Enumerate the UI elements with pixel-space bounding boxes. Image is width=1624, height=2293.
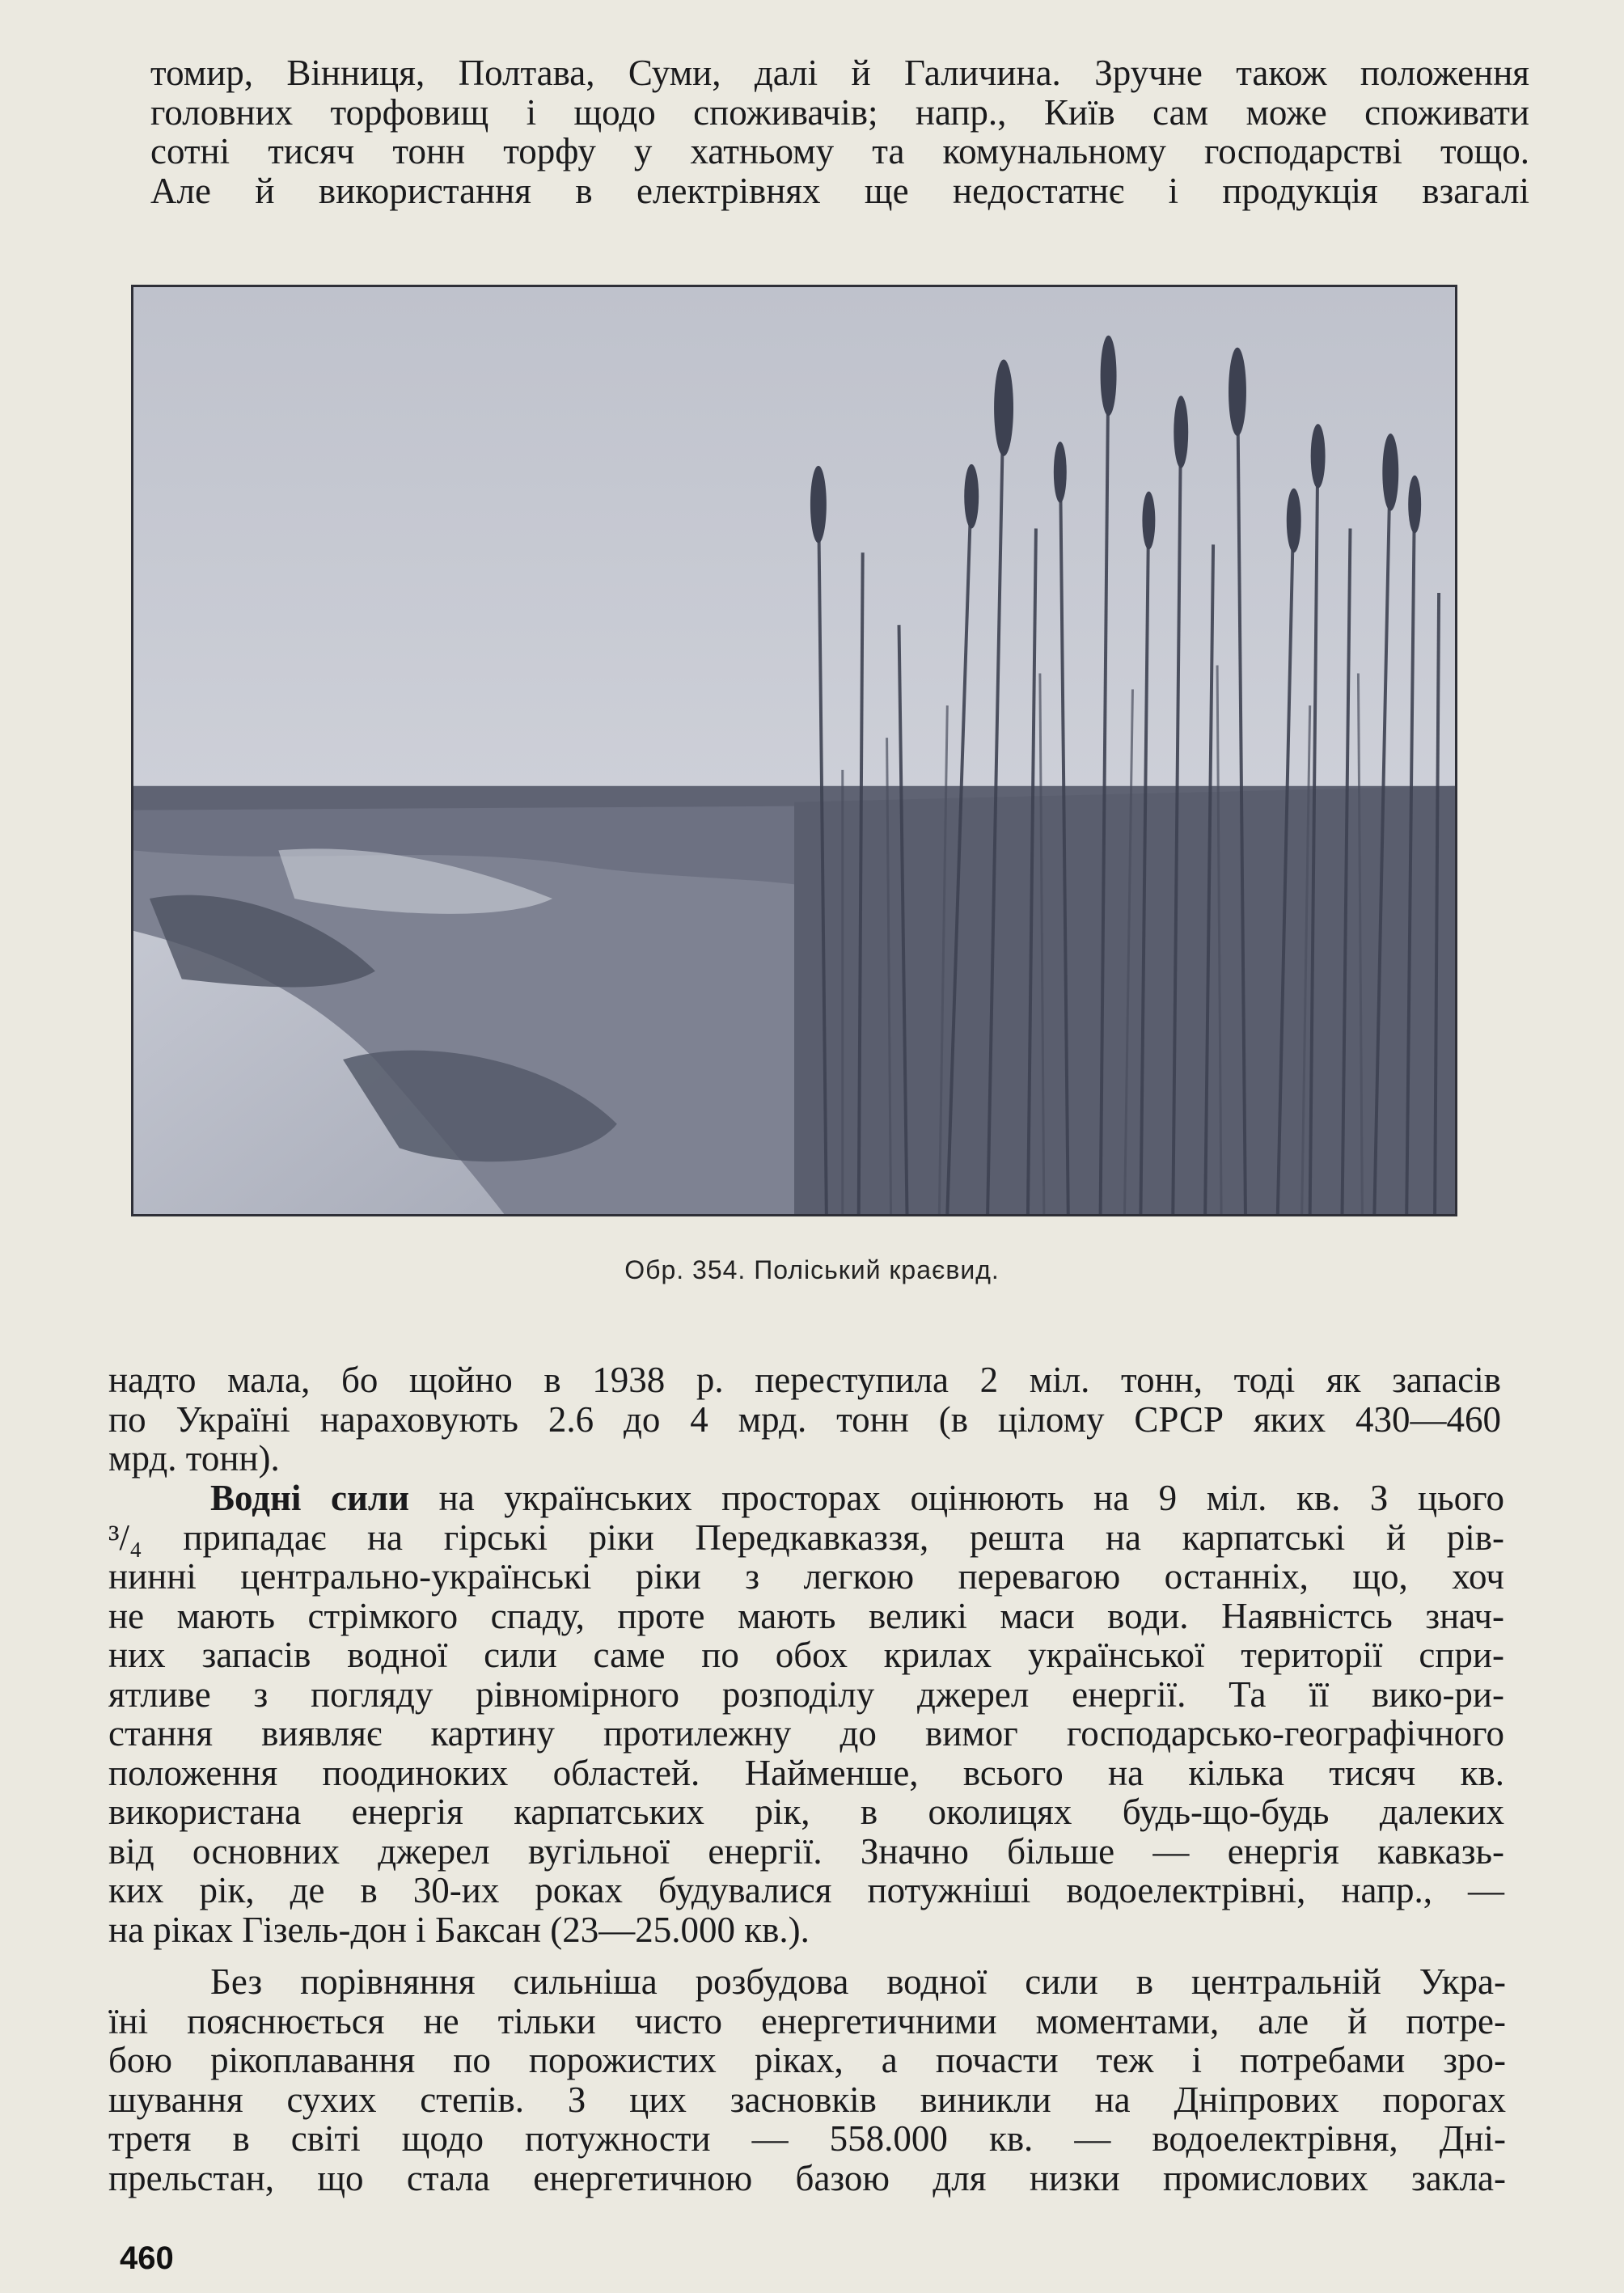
text-line: на ріках Гізель-дон і Баксан (23—25.000 кв.).: [108, 1909, 810, 1950]
text-line: використана енергія карпатських рік, в околицях будь-що-будь далеких: [108, 1792, 1504, 1832]
text-line: ятливе з погляду рівномірного розподілу джерел енергії. Та її вико-ри-: [108, 1673, 1504, 1715]
water-power-paragraph: [108, 1479, 1504, 1949]
page-number: 460: [120, 2240, 174, 2276]
text-line: шування сухих степів. З цих засновків виникли на Дніпрових порогах: [108, 2079, 1506, 2120]
text-line: від основних джерел вугільної енергії. Значно більше — енергія кавказь-: [108, 1830, 1504, 1872]
text-line: головних торфовищ і щодо споживачів; напр., Київ сам може споживати: [150, 91, 1529, 133]
text-line-rest: на українських просторах оцінюють на 9 міл. кв. З цього: [409, 1478, 1504, 1518]
text-line: не мають стрімкого спаду, проте мають великі маси води. Наявністсь знач-: [108, 1595, 1504, 1636]
text-line: положення поодиноких областей. Найменше, всього на кілька тисяч кв.: [108, 1752, 1504, 1793]
text-line: третя в світі щодо потужности — 558.000 кв. — водоелектрівня, Дні-: [108, 2118, 1506, 2159]
text-line: по Україні нараховують 2.6 до 4 мрд. тонн (в цілому СРСР яких 430—460: [108, 1398, 1501, 1440]
text-line: нинні центрально-українські ріки з легкою перевагою останніх, що, хоч: [108, 1556, 1504, 1597]
text-line: них запасів водної сили саме по обох крилах української території спри-: [108, 1635, 1504, 1675]
text-line: стання виявляє картину протилежну до вимог господарсько-географічного: [108, 1713, 1504, 1754]
text-line: їні пояснюється не тільки чисто енергетичними моментами, але й потре-: [108, 2000, 1506, 2041]
text-line: мрд. тонн).: [108, 1438, 280, 1479]
reed-marsh-illustration: [133, 287, 1455, 1214]
text-line: [108, 1479, 1504, 1518]
continued-paragraph: [108, 1360, 1501, 1479]
text-line: ³/₄ припадає на гірські ріки Передкавказзя, решта на карпатські й рів-: [108, 1517, 1504, 1558]
text-line: надто мала, бо щойно в 1938 р. переступила 2 міл. тонн, тоді як запасів: [108, 1360, 1501, 1400]
text-line: бою рікоплавання по порожистих ріках, а почасти теж і потребами зро-: [108, 2040, 1506, 2080]
text-line: томир, Вінниця, Полтава, Суми, далі й Галичина. Зручне також положення: [150, 53, 1529, 93]
section-lead: Водні сили: [210, 1478, 410, 1518]
text-line: Без порівняння сильніша розбудова водної сили в центральній Укра-: [210, 1961, 1506, 2002]
dnipro-paragraph: [108, 1962, 1506, 2198]
text-line: Але й використання в електрівнях ще недостатнє і продукція взагалі: [150, 170, 1529, 211]
polissia-landscape-photo: [131, 285, 1457, 1216]
text-line: прельстан, що стала енергетичною базою для низки промислових закла-: [108, 2157, 1506, 2198]
top-paragraph: [150, 53, 1529, 210]
text-line: ких рік, де в 30-их роках будувалися потужніші водоелектрівні, напр., —: [108, 1870, 1504, 1910]
figure-caption: Обр. 354. Поліський краєвид.: [624, 1255, 1000, 1284]
text-line: сотні тисяч тонн торфу у хатньому та комунальному господарстві тощо.: [150, 131, 1529, 171]
